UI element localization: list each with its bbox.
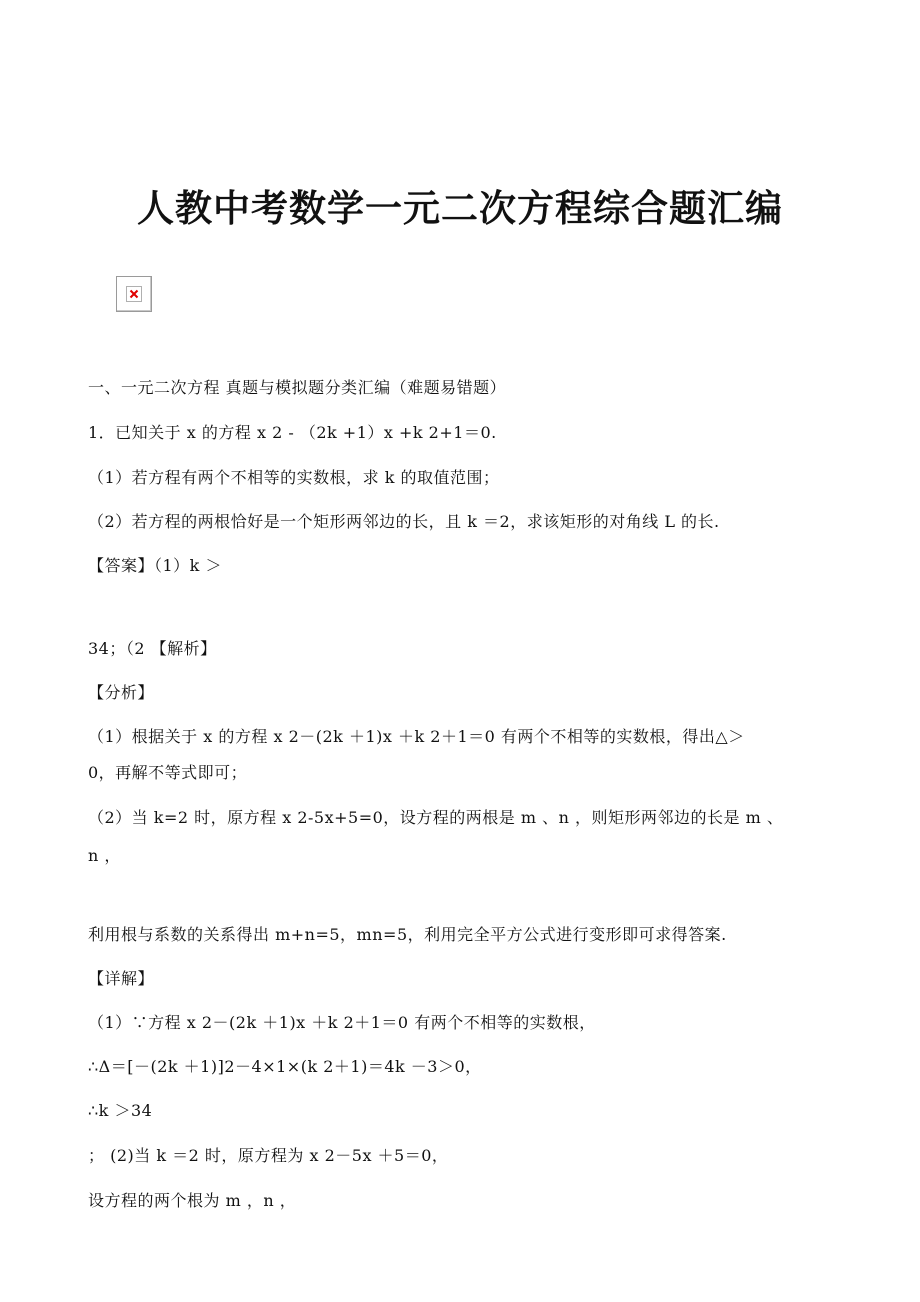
answer-continuation: 34；（2 【解析】 xyxy=(88,639,217,658)
detail-line-2: ∴Δ＝[－(2k ＋1)]2－4×1×(k 2＋1)＝4k －3＞0， xyxy=(88,1057,482,1076)
analysis-line-2-cont: n ， xyxy=(88,846,121,865)
detail-line-4: ； (2)当 k ＝2 时，原方程为 x 2－5x ＋5＝0， xyxy=(88,1146,449,1165)
detail-heading: 【详解】 xyxy=(88,969,155,988)
analysis-line-1: （1）根据关于 x 的方程 x 2－(2k ＋1)x ＋k 2＋1＝0 有两个不相等的实数根，得出△＞ xyxy=(88,727,745,746)
detail-line-1: （1）∵方程 x 2－(2k ＋1)x ＋k 2＋1＝0 有两个不相等的实数根， xyxy=(88,1013,596,1032)
broken-image-icon xyxy=(116,276,152,312)
question-part-2: （2）若方程的两根恰好是一个矩形两邻边的长，且 k ＝2，求该矩形的对角线 L 的长. xyxy=(88,512,720,531)
analysis-line-2: （2）当 k=2 时，原方程 x 2-5x+5=0，设方程的两根是 m 、n ，则矩形两邻边的长是 m 、 xyxy=(88,808,784,827)
detail-line-5: 设方程的两个根为 m ，n ， xyxy=(88,1191,297,1210)
detail-line-3: ∴k ＞34 xyxy=(88,1101,153,1120)
answer-label: 【答案】（1）k ＞ xyxy=(88,556,222,575)
question-stem: 1．已知关于 x 的方程 x 2 - （2k +1）x +k 2+1＝0. xyxy=(88,423,497,442)
analysis-line-3: 利用根与系数的关系得出 m+n=5，mn=5，利用完全平方公式进行变形即可求得答案. xyxy=(88,925,727,944)
section-heading: 一、一元二次方程 真题与模拟题分类汇编（难题易错题） xyxy=(88,378,507,397)
analysis-line-1-cont: 0，再解不等式即可； xyxy=(88,763,248,782)
question-part-1: （1）若方程有两个不相等的实数根，求 k 的取值范围； xyxy=(88,468,500,487)
red-x-icon xyxy=(126,286,142,302)
document-title: 人教中考数学一元二次方程综合题汇编 xyxy=(137,187,783,230)
analysis-heading: 【分析】 xyxy=(88,683,155,702)
